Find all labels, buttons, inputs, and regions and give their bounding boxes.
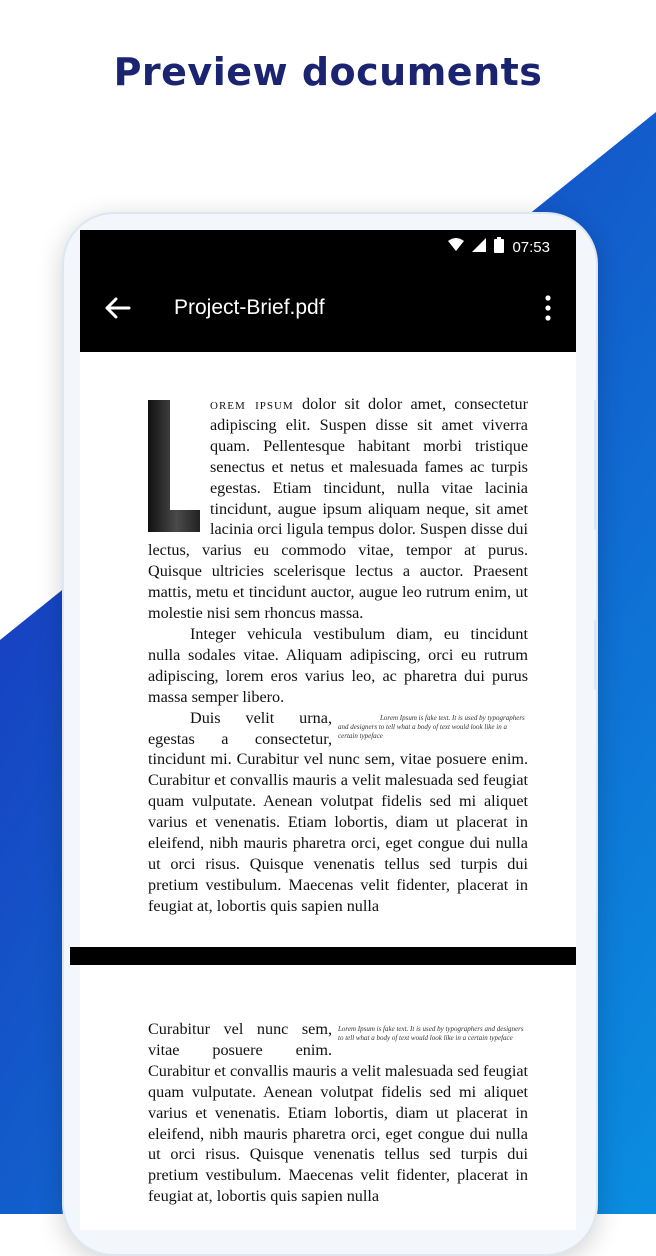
back-arrow-icon	[105, 297, 131, 319]
battery-icon	[494, 237, 504, 257]
paragraph-2: Integer vehicula vestibulum diam, eu tincidunt nulla sodales vitae. Aliquam adipiscing, orci eu rutrum adipiscing, lorem eros varius leo, ac pharetra dui purus massa semper libero.	[148, 624, 528, 706]
document-title: Project-Brief.pdf	[174, 296, 325, 319]
paragraph-4-text: Curabitur vel nunc sem, vitae posuere enim. Curabitur et convallis mauris a velit malesuada sed feugiat quam vulputate. Aenean volutpat fidelis sed mi aliquet varius et venenatis. Etiam lobortis, diam ut placerat in eleifend, nibh mauris pharetra orci, eget congue dui nulla ut orci risus. Quisque venenatis tellus sed turpis dui pretium vestibulum. Maecenas velit fidenter, placerat in feugiat at, lobortis quis sapien nulla	[148, 1020, 528, 1206]
more-options-button[interactable]	[520, 264, 576, 352]
phone-side-button	[594, 400, 598, 530]
paragraph-3-text: Duis velit urna, egestas a consectetur, tincidunt mi. Curabitur vel nunc sem, vitae posuere enim. Curabitur et convallis mauris a velit malesuada sed feugiat quam vulputate. Aenean volutpat fidelis sed mi aliquet varius et venenatis. Etiam lobortis, diam ut placerat in eleifend, nibh mauris pharetra orci, eget congue dui nulla ut orci risus. Quisque venenatis tellus sed turpis dui pretium vestibulum. Maecenas velit fidenter, placerat in feugiat at, lobortis quis sapien nulla	[148, 708, 528, 915]
page-headline: Preview documents	[113, 50, 543, 94]
pdf-page-1	[148, 394, 529, 915]
status-time: 07:53	[512, 238, 550, 256]
dropcap-letter	[148, 400, 200, 532]
app-bar	[80, 264, 576, 352]
paragraph-1-text: dolor sit dolor amet, consectetur adipiscing elit. Suspen disse sit amet viverra quam. Pellentesque habitant morbi tristique senectus et netus et malesuada fames ac turpis egestas. Etiam tincidunt, nulla vitae lacinia tincidunt, augue ipsum aliquam neque, sit amet lacinia orci ligula tempus dolor. Suspen disse dui lectus, varius eu commodo vitae, tempor at purus. Quisque ultricies scelerisque lectus a auctor. Praesent mattis, metu et tincidunt auctor, augue leo rutrum enim, ut molestie nisi sem rhoncus massa.	[148, 395, 529, 623]
status-bar	[80, 230, 576, 264]
opening-words: orem ipsum	[210, 395, 294, 413]
more-vert-icon	[545, 295, 551, 321]
signal-icon	[472, 238, 486, 256]
paragraph-4	[148, 1019, 528, 1207]
pdf-page-2	[148, 1019, 528, 1206]
margin-note: Lorem Ipsum is fake text. It is used by typographers and designers to tell what a body of text would look like in a certain typeface	[338, 713, 525, 740]
page-separator	[70, 947, 576, 965]
margin-note: Lorem Ipsum is fake text. It is used by typographers and designers to tell what a body of text would look like in a certain typeface	[338, 1025, 524, 1042]
paragraph-3	[148, 708, 528, 917]
phone-side-button	[594, 620, 598, 690]
back-button[interactable]	[80, 264, 156, 352]
wifi-icon	[448, 238, 464, 256]
paragraph-1	[148, 394, 528, 624]
